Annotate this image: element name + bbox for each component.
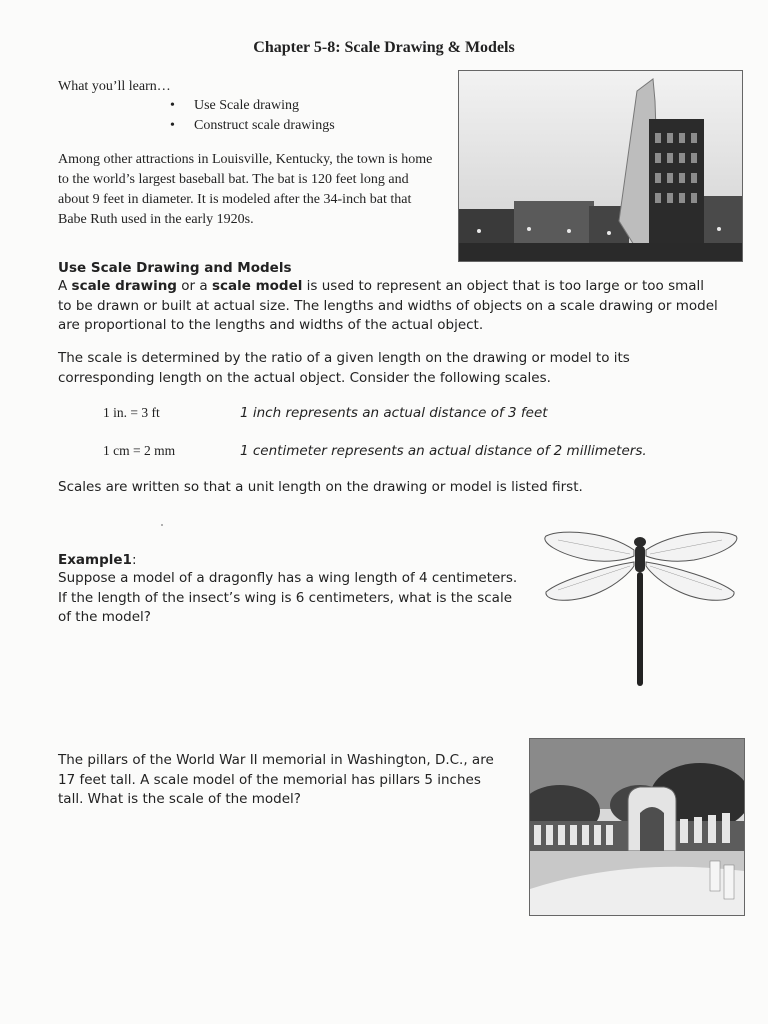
intro-paragraph: Among other attractions in Louisville, Kentucky, the town is home to the world’s largest baseball bat. The bat is 120 feet long and about 9 feet in diameter. It is modeled after the 34-inch bat that Babe Ruth used in the early 1920s.	[58, 152, 433, 227]
scale-meaning: 1 inch represents an actual distance of 3 feet	[240, 405, 548, 421]
section-heading: Use Scale Drawing and Models	[58, 260, 292, 276]
definition-paragraph	[58, 277, 718, 336]
scale-note: Scales are written so that a unit length on the drawing or model is listed first.	[58, 479, 583, 495]
learn-list	[170, 96, 335, 136]
example-heading	[58, 552, 137, 568]
scan-speck	[161, 524, 163, 526]
example-label: Example1	[58, 552, 132, 568]
learn-heading: What you’ll learn…	[58, 79, 171, 94]
term-scale-model: scale model	[211, 278, 303, 294]
list-item: • Construct scale drawings	[170, 116, 335, 136]
definition-body: is used to represent an object that is too large or too small to be drawn or built at actual size. The lengths and widths of objects on a scale drawing or model are proportional to the lengths and widths of the actual object.	[58, 278, 718, 333]
problem-text: The pillars of the World War II memorial in Washington, D.C., are 17 feet tall. A scale model of the memorial has pillars 5 inches tall. What is the scale of the model?	[58, 752, 494, 807]
scale-intro-paragraph: The scale is determined by the ratio of a given length on the drawing or model to its corresponding length on the actual object. Consider the following scales.	[58, 350, 630, 386]
wwii-memorial-photo	[529, 738, 745, 916]
definition-lead: A	[58, 278, 72, 294]
scale-ratio: 1 cm = 2 mm	[103, 443, 176, 458]
list-item: • Use Scale drawing	[170, 96, 335, 116]
dragonfly-image	[538, 528, 743, 690]
example-text: Suppose a model of a dragonfly has a wing length of 4 centimeters. If the length of the insect’s wing is 6 centimeters, what is the scale of the model?	[58, 570, 518, 625]
definition-connector: or a	[176, 278, 212, 294]
example-colon: :	[131, 552, 137, 568]
baseball-bat-photo	[458, 70, 743, 262]
page-title: Chapter 5-8: Scale Drawing & Models	[253, 39, 515, 56]
scale-meaning: 1 centimeter represents an actual distance of 2 millimeters.	[240, 443, 647, 459]
term-scale-drawing: scale drawing	[71, 278, 177, 294]
scale-ratio: 1 in. = 3 ft	[103, 405, 160, 420]
